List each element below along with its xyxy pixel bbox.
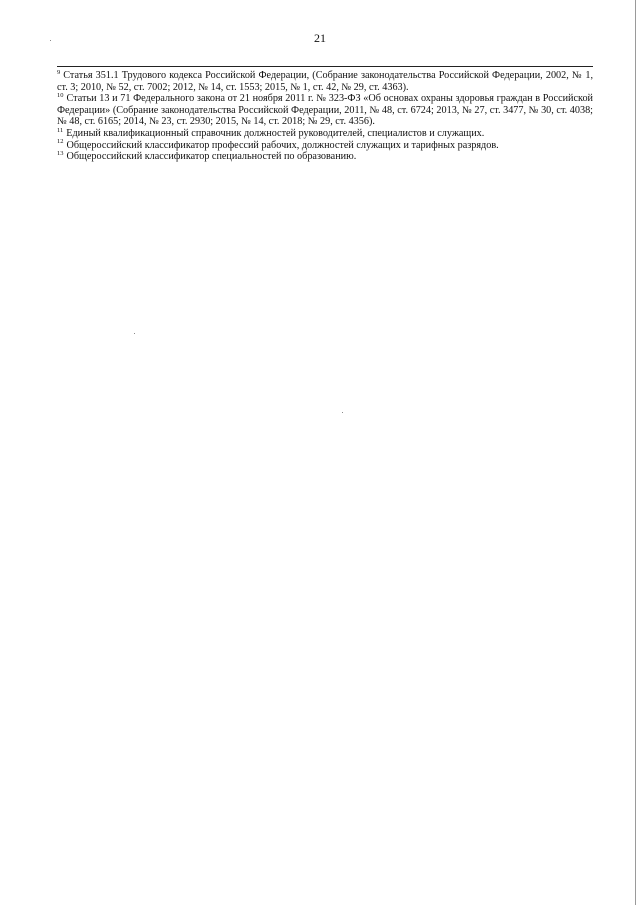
footnote-13 [57, 151, 593, 163]
footnote-text: Статья 351.1 Трудового кодекса Российской Федерации, (Собрание законодательства Российской Федерации, 2002, № 1, ст. 3; 2010, № 52, ст. 7002; 2012, № 14, ст. 1553; 2015, № 1, ст. 42, № 29, ст. 4363). [57, 70, 593, 93]
footnote-text: Статьи 13 и 71 Федерального закона от 21 ноября 2011 г. № 323-ФЗ «Об основах охраны здоровья граждан в Российской Федерации» (Собрание законодательства Российской Федерации, 2011, № 48, ст. 6724; 2013, № 27, ст. 3477, № 30, ст. 4038; № 48, ст. 6165; 2014, № 23, ст. 2930; 2015, № 14, ст. 2018; № 29, ст. 4356). [57, 93, 593, 128]
footnote-12 [57, 140, 593, 152]
footnote-10 [57, 93, 593, 128]
footnote-separator [57, 66, 593, 67]
scan-speck [134, 333, 135, 334]
scan-edge-line [635, 0, 636, 905]
page-number: 21 [314, 31, 326, 45]
footnote-11 [57, 128, 593, 140]
scan-speck [50, 40, 51, 41]
footnote-marker: 11 [57, 126, 64, 134]
footnote-text: Общероссийский классификатор специальностей по образованию. [66, 151, 357, 163]
scan-speck [342, 412, 343, 413]
footnote-text: Общероссийский классификатор профессий рабочих, должностей служащих и тарифных разрядов. [66, 139, 499, 151]
footnote-marker: 12 [57, 138, 64, 146]
footnotes-block [57, 70, 593, 163]
footnote-marker: 13 [57, 149, 64, 157]
footnote-9 [57, 70, 593, 93]
footnote-marker: 9 [57, 68, 61, 76]
footnote-text: Единый квалификационный справочник должностей руководителей, специалистов и служащих. [66, 127, 485, 139]
footnote-marker: 10 [57, 91, 64, 99]
